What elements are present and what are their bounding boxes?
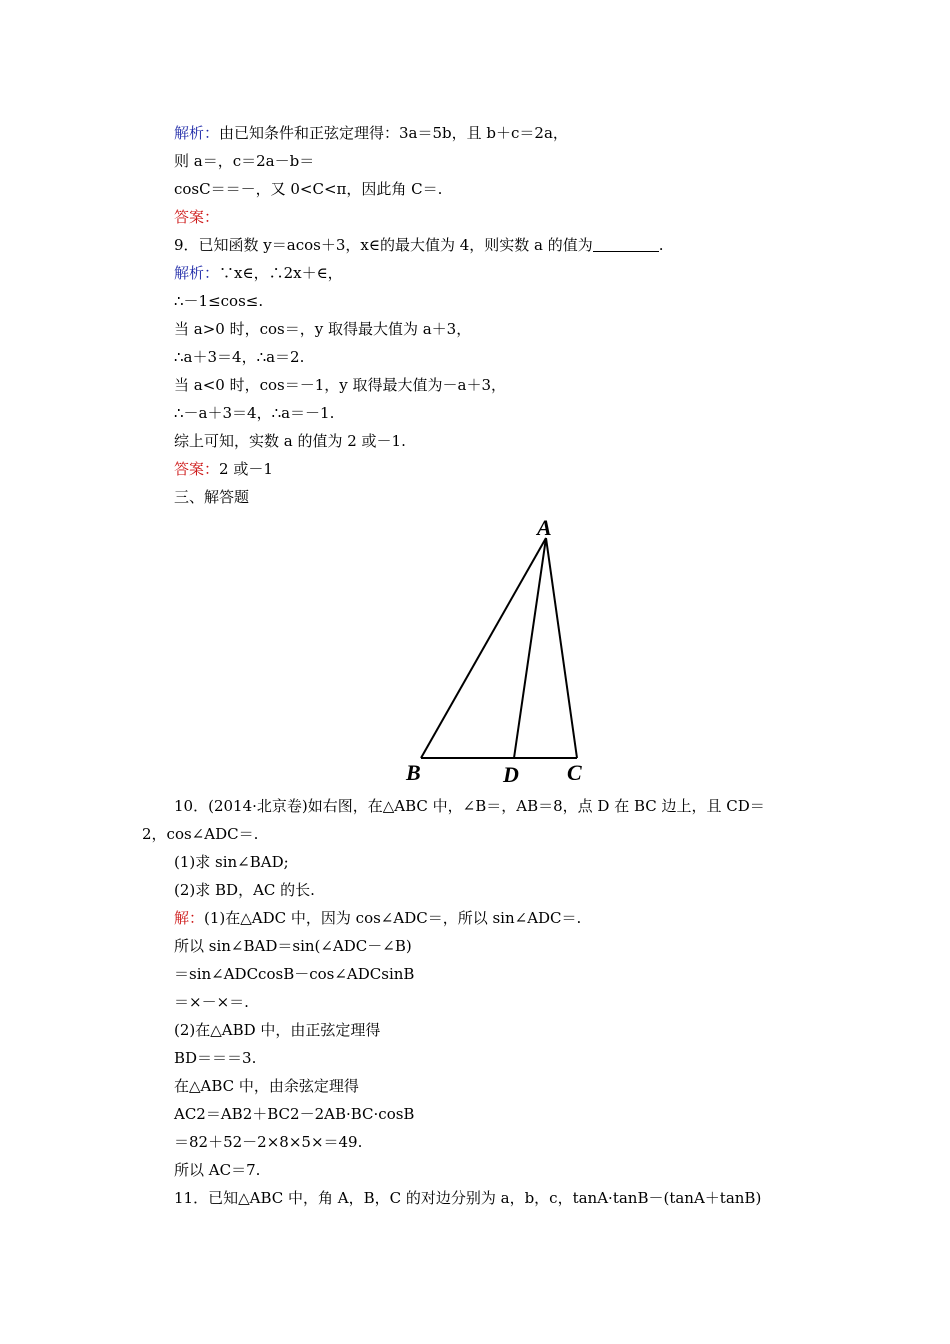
- analysis-line-1: [174, 124, 568, 142]
- solution-line-2: 所以 sin∠BAD＝sin(∠ADC－∠B): [174, 937, 412, 955]
- question-1: (1)求 sin∠BAD;: [174, 853, 289, 871]
- line-text: 2 或－1: [219, 460, 273, 478]
- segment-ac: [546, 538, 577, 758]
- solution-line-6: BD＝＝＝3.: [174, 1049, 257, 1067]
- analysis-label: 解析：: [174, 124, 220, 142]
- text-line-3: cosC＝＝－，又 0<C<π，因此角 C＝.: [174, 180, 443, 198]
- text-line-8: 当 a>0 时，cos＝，y 取得最大值为 a＋3，: [174, 320, 472, 338]
- text-line-10: 当 a<0 时，cos＝－1，y 取得最大值为－a＋3，: [174, 376, 506, 394]
- line-text: (1)在△ADC 中，因为 cos∠ADC＝，所以 sin∠ADC＝.: [204, 909, 582, 927]
- analysis-line-6: [174, 264, 343, 282]
- text-line-7: ∴－1≤cos≤.: [174, 292, 264, 310]
- line-text: 由已知条件和正弦定理得：3a＝5b，且 b＋c＝2a，: [219, 124, 568, 142]
- solution-line-3: ＝sin∠ADCcosB－cos∠ADCsinB: [174, 965, 415, 983]
- answer-label: 答案：: [174, 208, 220, 226]
- line-text: ∵x∈，∴2x＋∈，: [219, 264, 343, 282]
- solution-line-1: [174, 909, 581, 927]
- triangle-figure: [395, 508, 605, 788]
- solution-label: 解：: [174, 909, 205, 927]
- problem-9-end: .: [658, 236, 664, 254]
- segment-ad: [514, 538, 546, 758]
- problem-9: [174, 236, 664, 254]
- text-line-11: ∴－a＋3＝4，∴a＝－1.: [174, 404, 335, 422]
- segment-ab: [421, 538, 546, 758]
- answer-blank: [593, 238, 659, 252]
- answer-label: 答案：: [174, 460, 220, 478]
- problem-11: 11．已知△ABC 中，角 A，B，C 的对边分别为 a，b，c，tanA·tanB－(tanA＋tanB): [174, 1189, 762, 1207]
- vertex-label-b: B: [406, 760, 421, 785]
- solution-line-5: (2)在△ABD 中，由正弦定理得: [174, 1021, 381, 1039]
- answer-line-13: [174, 460, 273, 478]
- problem-10-line-1: 10．(2014·北京卷)如右图，在△ABC 中，∠B＝，AB＝8，点 D 在 BC 边上，且 CD＝: [174, 797, 765, 815]
- problem-10-line-2: 2，cos∠ADC＝.: [142, 825, 259, 843]
- solution-line-7: 在△ABC 中，由余弦定理得: [174, 1077, 359, 1095]
- vertex-label-c: C: [567, 760, 582, 785]
- problem-9-text: 9．已知函数 y＝acos＋3，x∈的最大值为 4，则实数 a 的值为: [174, 236, 593, 254]
- solution-line-4: ＝×－×＝.: [174, 993, 249, 1011]
- question-2: (2)求 BD，AC 的长.: [174, 881, 315, 899]
- text-line-9: ∴a＋3＝4，∴a＝2.: [174, 348, 305, 366]
- analysis-label: 解析：: [174, 264, 220, 282]
- solution-line-9: ＝82＋52－2×8×5×＝49.: [174, 1133, 363, 1151]
- solution-line-10: 所以 AC＝7.: [174, 1161, 261, 1179]
- text-line-2: 则 a＝，c＝2a－b＝: [174, 152, 315, 170]
- vertex-label-a: A: [537, 515, 552, 540]
- answer-line-4: [174, 208, 219, 226]
- text-line-12: 综上可知，实数 a 的值为 2 或－1.: [174, 432, 406, 450]
- section-heading: 三、解答题: [174, 488, 250, 506]
- vertex-label-d: D: [503, 762, 519, 787]
- solution-line-8: AC2＝AB2＋BC2－2AB·BC·cosB: [174, 1105, 415, 1123]
